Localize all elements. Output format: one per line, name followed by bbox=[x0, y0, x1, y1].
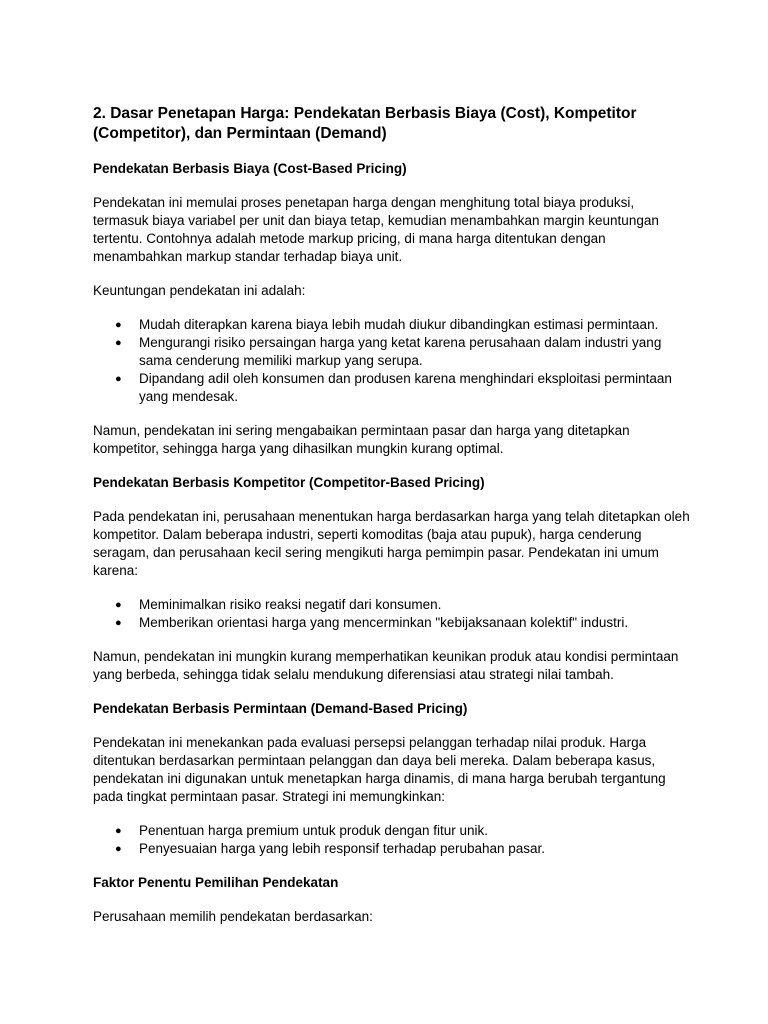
section-competitor-bullet-list bbox=[93, 596, 693, 632]
list-item: ● Penentuan harga premium untuk produk dengan fitur unik. bbox=[115, 823, 488, 838]
section-demand-bullet-list bbox=[93, 822, 693, 858]
section-heading-cost: Pendekatan Berbasis Biaya (Cost-Based Pricing) bbox=[93, 161, 407, 176]
section-cost-bullet-list bbox=[93, 316, 693, 406]
section-cost-closing: Namun, pendekatan ini sering mengabaikan permintaan pasar dan harga yang ditetapkan kompetitor, sehingga harga yang dihasilkan mungkin kurang optimal. bbox=[93, 423, 630, 456]
section-heading-factors: Faktor Penentu Pemilihan Pendekatan bbox=[93, 875, 339, 890]
bullet-icon: ● bbox=[115, 617, 122, 629]
list-item: ● Meminimalkan risiko reaksi negatif dari konsumen. bbox=[115, 597, 442, 612]
bullet-icon: ● bbox=[115, 337, 122, 349]
section-heading-competitor: Pendekatan Berbasis Kompetitor (Competitor-Based Pricing) bbox=[93, 475, 485, 490]
bullet-icon: ● bbox=[115, 373, 122, 385]
document-body bbox=[93, 104, 693, 926]
list-item: ● Penyesuaian harga yang lebih responsif terhadap perubahan pasar. bbox=[115, 841, 546, 856]
section-competitor-closing: Namun, pendekatan ini mungkin kurang memperhatikan keunikan produk atau kondisi permintaan yang berbeda, sehingga tidak selalu mendukung diferensiasi atau strategi nilai tambah. bbox=[93, 649, 679, 682]
section-competitor-intro: Pada pendekatan ini, perusahaan menentukan harga berdasarkan harga yang telah ditetapkan oleh kompetitor. Dalam beberapa industri, seperti komoditas (baja atau pupuk), harga cenderung seragam, dan perusahaan kecil sering mengikuti harga pemimpin pasar. Pendekatan ini umum karena: bbox=[93, 509, 690, 578]
bullet-icon: ● bbox=[115, 599, 122, 611]
list-item: ● Mudah diterapkan karena biaya lebih mudah diukur dibandingkan estimasi permintaan. bbox=[115, 317, 659, 332]
section-cost-intro: Pendekatan ini memulai proses penetapan harga dengan menghitung total biaya produksi, termasuk biaya variabel per unit dan biaya tetap, kemudian menambahkan margin keuntungan tertentu. Contohnya adalah metode markup pricing, di mana harga ditentukan dengan menambahkan markup standar terhadap biaya unit. bbox=[93, 195, 659, 264]
section-demand-intro: Pendekatan ini menekankan pada evaluasi persepsi pelanggan terhadap nilai produk. Harga ditentukan berdasarkan permintaan pelanggan dan daya beli mereka. Dalam beberapa kasus, pendekatan ini digunakan untuk menetapkan harga dinamis, di mana harga berubah tergantung pada tingkat permintaan pasar. Strategi ini memungkinkan: bbox=[93, 735, 666, 804]
list-item: ● Mengurangi risiko persaingan harga yang ketat karena perusahaan dalam industri yang sama cenderung memiliki markup yang serupa. bbox=[115, 335, 662, 368]
list-item: ● Dipandang adil oleh konsumen dan produsen karena menghindari eksploitasi permintaan yang mendesak. bbox=[115, 371, 672, 404]
section-cost-lead: Keuntungan pendekatan ini adalah: bbox=[93, 283, 306, 298]
list-item: ● Memberikan orientasi harga yang mencerminkan "kebijaksanaan kolektif" industri. bbox=[115, 615, 629, 630]
section-factors-intro: Perusahaan memilih pendekatan berdasarkan: bbox=[93, 909, 373, 924]
document-title: 2. Dasar Penetapan Harga: Pendekatan Berbasis Biaya (Cost), Kompetitor (Competitor), dan Permintaan (Demand) bbox=[93, 105, 637, 142]
bullet-icon: ● bbox=[115, 843, 122, 855]
bullet-icon: ● bbox=[115, 319, 122, 331]
section-heading-demand: Pendekatan Berbasis Permintaan (Demand-Based Pricing) bbox=[93, 701, 468, 716]
bullet-icon: ● bbox=[115, 825, 122, 837]
